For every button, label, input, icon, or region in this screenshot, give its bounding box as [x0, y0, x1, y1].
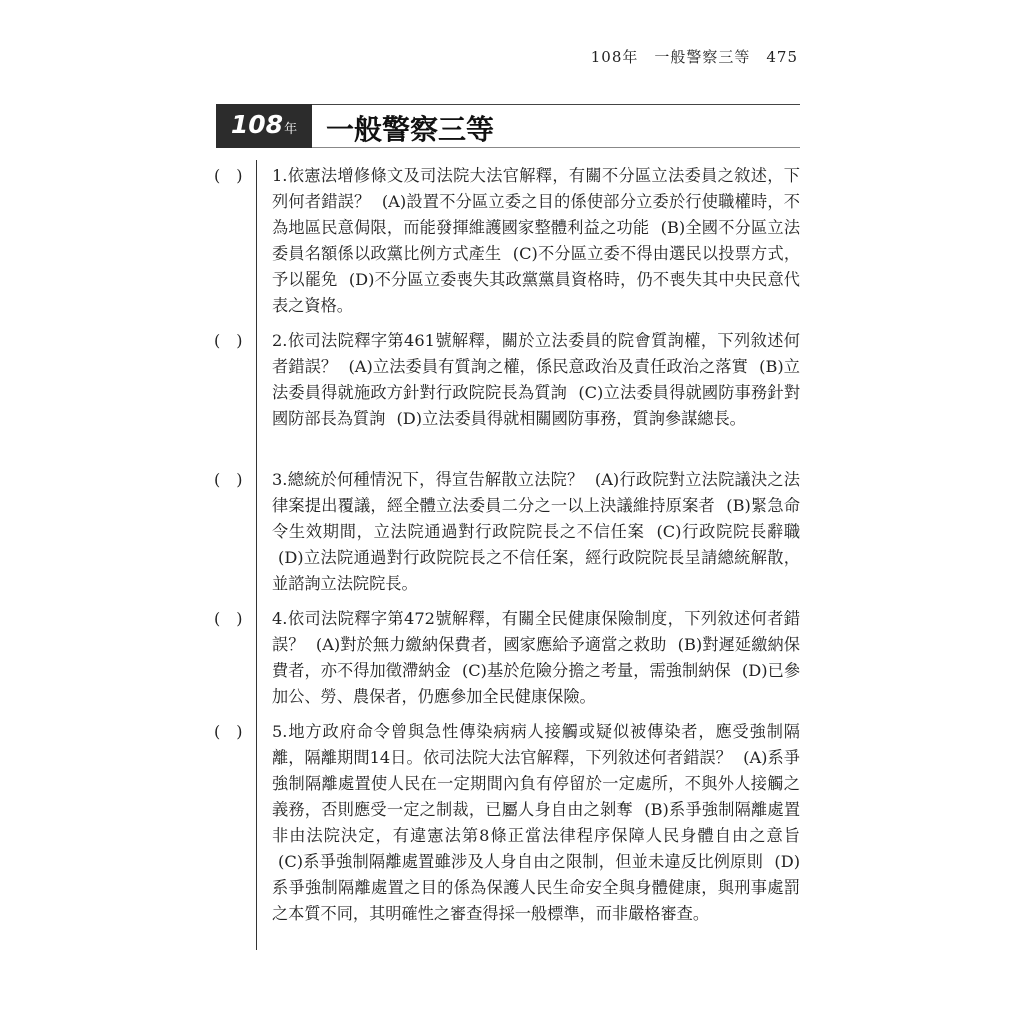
question-number: 4. — [272, 609, 288, 628]
exam-title: 一般警察三等 — [326, 113, 495, 146]
question-stem: 地方政府命令曾與急性傳染病病人接觸或疑似被傳染者，應受強制隔離，隔離期間14日。依司法院大法官解釋，下列敘述何者錯誤？ — [272, 722, 800, 767]
title-top-rule — [312, 104, 800, 105]
option-a: (A)對於無力繳納保費者，國家應給予適當之救助 — [315, 635, 667, 654]
year-suffix: 年 — [284, 122, 298, 137]
option-a: (A)設置不分區立委之目的係使部分立委於行使職權時，不為地區民意侷限，而能發揮維護國家整體利益之功能 — [272, 192, 800, 237]
option-a: (A)行政院對立法院議決之法律案提出覆議，經全體立法委員二分之一以上決議維持原案者 — [272, 470, 800, 515]
answer-blank: ( ) — [214, 609, 243, 628]
question-number: 5. — [272, 722, 288, 741]
question-stem: 依司法院釋字第472號解釋，有關全民健康保險制度，下列敘述何者錯誤？ — [272, 609, 800, 654]
option-b: (B)立法委員得就施政方針對行政院院長為質詢 — [272, 357, 800, 402]
option-b: (B)對遲延繳納保費者，亦不得加徵滯納金 — [272, 635, 800, 680]
option-b: (B)系爭強制隔離處置非由法院決定，有違憲法第8條正當法律程序保障人民身體自由之意旨 — [272, 800, 801, 845]
option-c: (C)立法委員得就國防事務針對國防部長為質詢 — [272, 383, 801, 428]
answer-blank: ( ) — [214, 470, 243, 489]
question-number: 3. — [272, 470, 288, 489]
option-c: (C)系爭強制隔離處置雖涉及人身自由之限制，但並未違反比例原則 — [278, 852, 764, 871]
option-a: (A)立法委員有質詢之權，係民意政治及責任政治之落實 — [348, 357, 748, 376]
question-body — [272, 719, 800, 927]
question-stem: 依司法院釋字第461號解釋，關於立法委員的院會質詢權，下列敘述何者錯誤？ — [272, 331, 800, 376]
option-b: (B)緊急命令生效期間，立法院通過對行政院院長之不信任案 — [272, 496, 801, 541]
option-d: (D)系爭強制隔離處置之目的係為保護人民生命安全與身體健康，與刑事處罰之本質不同，其明確性之審查得採一般標準，而非嚴格審查。 — [272, 852, 801, 923]
answer-blank: ( ) — [214, 166, 243, 185]
question-number: 1. — [272, 166, 288, 185]
option-c: (C)行政院院長辭職 — [656, 522, 801, 541]
year-number: 108 — [230, 110, 284, 139]
question-number: 2. — [272, 331, 288, 350]
question-stem: 依憲法增修條文及司法院大法官解釋，有關不分區立法委員之敘述，下列何者錯誤？ — [272, 166, 800, 211]
question-body — [272, 163, 800, 319]
question-stem: 總統於何種情況下，得宣告解散立法院？ — [287, 470, 584, 489]
option-d: (D)不分區立委喪失其政黨黨員資格時，仍不喪失其中央民意代表之資格。 — [272, 270, 800, 315]
option-d: (D)立法委員得就相關國防事務，質詢參謀總長。 — [396, 409, 746, 428]
section-title-bar — [216, 104, 800, 148]
option-d: (D)立法院通過對行政院院長之不信任案，經行政院院長呈請總統解散，並諮詢立法院院長。 — [272, 548, 800, 593]
answer-column-divider — [256, 160, 257, 950]
year-badge — [216, 104, 312, 148]
option-c: (C)不分區立委不得由選民以投票方式，予以罷免 — [272, 244, 801, 289]
option-a: (A)系爭強制隔離處置使人民在一定期間內負有停留於一定處所，不與外人接觸之義務，否則應受一定之制裁，已屬人身自由之剝奪 — [272, 748, 800, 819]
question-body — [272, 467, 800, 597]
question-body — [272, 606, 800, 710]
answer-blank: ( ) — [214, 722, 243, 741]
option-c: (C)基於危險分擔之考量，需強制納保 — [461, 661, 731, 680]
question-body — [272, 328, 800, 432]
option-d: (D)已參加公、勞、農保者，仍應參加全民健康保險。 — [272, 661, 801, 706]
running-header: 108年 一般警察三等 475 — [590, 48, 798, 66]
answer-blank: ( ) — [214, 331, 243, 350]
option-b: (B)全國不分區立法委員名額係以政黨比例方式產生 — [272, 218, 801, 263]
